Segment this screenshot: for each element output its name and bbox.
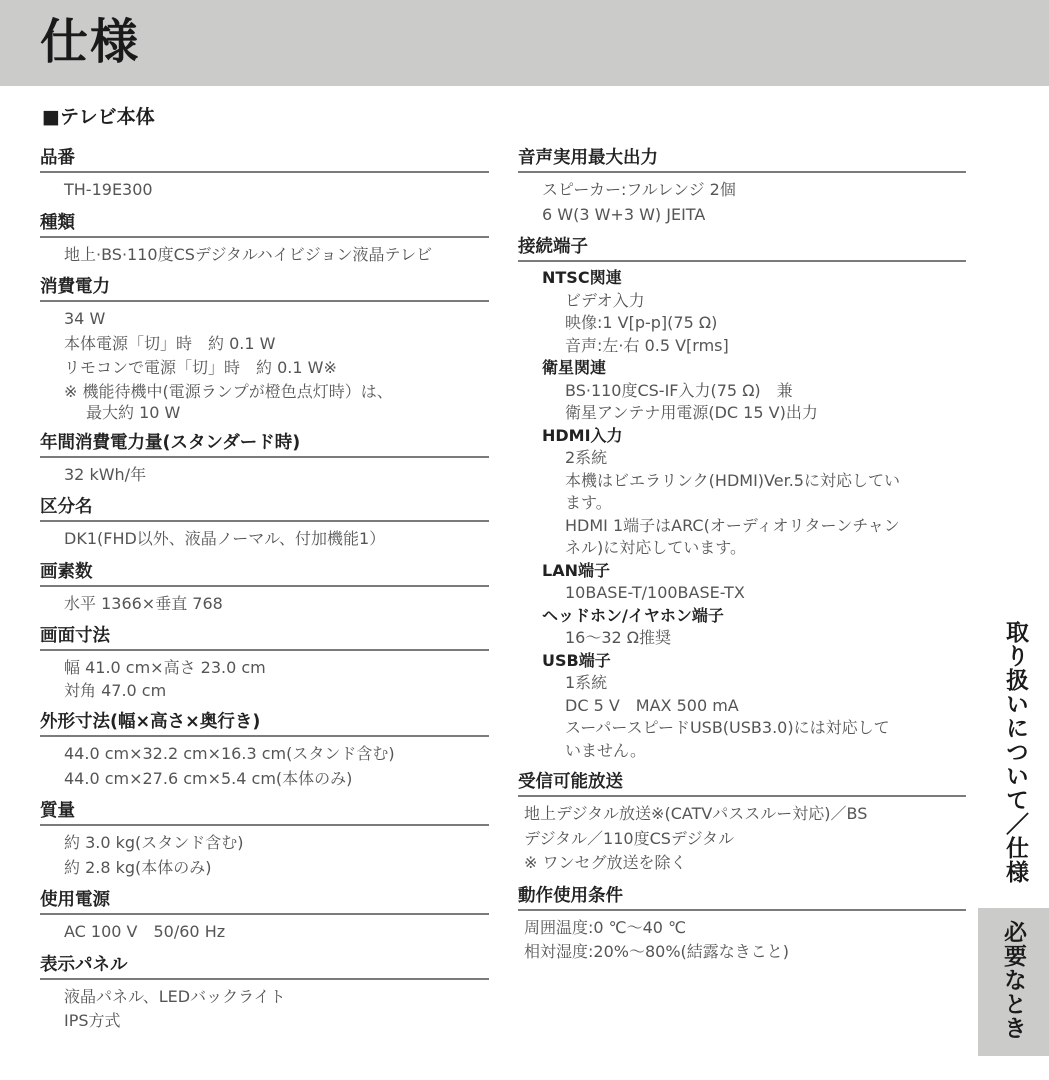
spec-value: 1系統 (565, 673, 608, 692)
spec-value: 44.0 cm×27.6 cm×5.4 cm(本体のみ) (64, 768, 353, 788)
spec-value: 音声:左·右 0.5 V[rms] (565, 335, 729, 355)
spec-note: ※ ワンセグ放送を除く (524, 853, 687, 872)
spec-value: 約 3.0 kg(スタンド含む) (64, 833, 244, 852)
spec-mass (40, 799, 489, 880)
spec-model (40, 146, 489, 203)
spec-category-name (40, 495, 489, 552)
spec-heading: 年間消費電力量(スタンダード時) (40, 431, 489, 458)
spec-value: 地上デジタル放送※(CATVパススルー対応)／BS (524, 804, 868, 823)
spec-value: デジタル／110度CSデジタル (524, 828, 734, 848)
spec-display-panel (40, 953, 489, 1034)
spec-pixels (40, 560, 489, 617)
side-tab-other-section (978, 908, 1049, 1056)
spec-value: 映像:1 V[p-p](75 Ω) (565, 313, 718, 332)
spec-value: 水平 1366×垂直 768 (64, 593, 223, 613)
spec-heading: 消費電力 (40, 275, 489, 302)
subgroup-headphone: ヘッドホン/イヤホン端子 (542, 605, 724, 625)
spec-heading: 表示パネル (40, 953, 489, 980)
spec-value: 相対湿度:20%～80%(結露なきこと) (524, 942, 790, 961)
section-label: ■テレビ本体 (42, 106, 155, 128)
spec-value: いません。 (565, 740, 646, 760)
spec-audio-output (518, 146, 966, 227)
spec-heading: 画面寸法 (40, 624, 489, 651)
page-title: 仕様 (40, 14, 141, 70)
spec-value: 2系統 (565, 448, 608, 467)
spec-value: 対角 47.0 cm (64, 681, 167, 700)
side-tab-current-section: 取り扱いについて／仕様 (1002, 620, 1028, 884)
spec-annual-power (40, 431, 489, 488)
spec-operating-conditions (518, 884, 966, 965)
right-column (518, 146, 966, 965)
spec-value: ビデオ入力 (565, 290, 645, 310)
spec-value: ます。 (565, 493, 612, 512)
header-band (0, 0, 1049, 86)
spec-heading: 使用電源 (40, 888, 489, 915)
spec-terminals (518, 235, 966, 762)
spec-value: 本機はビエラリンク(HDMI)Ver.5に対応してい (565, 470, 900, 490)
spec-value: BS·110度CS-IF入力(75 Ω) 兼 (565, 380, 793, 400)
spec-receivable-broadcasts (518, 770, 966, 876)
subgroup-ntsc: NTSC関連 (542, 268, 622, 287)
spec-heading: 受信可能放送 (518, 770, 966, 797)
spec-heading: 画素数 (40, 560, 489, 587)
spec-type (40, 211, 489, 268)
subgroup-usb: USB端子 (542, 650, 611, 670)
spec-heading: 動作使用条件 (518, 884, 966, 911)
spec-note: 最大約 10 W (86, 402, 181, 422)
spec-value: 衛星アンテナ用電源(DC 15 V)出力 (565, 403, 818, 422)
spec-value: 幅 41.0 cm×高さ 23.0 cm (64, 658, 266, 677)
spec-note: ※ 機能待機中(電源ランプが橙色点灯時）は、 (64, 381, 393, 401)
spec-value: 6 W(3 W+3 W) JEITA (542, 204, 706, 224)
subgroup-satellite: 衛星関連 (542, 358, 607, 377)
spec-value: DC 5 V MAX 500 mA (565, 695, 739, 715)
spec-heading: 音声実用最大出力 (518, 146, 966, 173)
spec-value: ネル)に対応しています。 (565, 538, 746, 557)
spec-value: IPS方式 (64, 1011, 121, 1030)
spec-heading: 接続端子 (518, 235, 966, 262)
spec-value: スピーカー:フルレンジ 2個 (542, 180, 736, 199)
spec-heading: 質量 (40, 799, 489, 826)
spec-value: HDMI 1端子はARC(オーディオリターンチャン (565, 515, 900, 535)
spec-screen-size (40, 624, 489, 702)
spec-heading: 外形寸法(幅×高さ×奥行き) (40, 710, 489, 737)
spec-value: 本体電源「切」時 約 0.1 W (64, 333, 276, 353)
spec-value: 10BASE-T/100BASE-TX (565, 583, 745, 602)
spec-power-consumption (40, 275, 489, 423)
subgroup-lan: LAN端子 (542, 560, 610, 580)
spec-heading: 品番 (40, 146, 489, 173)
spec-value: 44.0 cm×32.2 cm×16.3 cm(スタンド含む) (64, 744, 395, 763)
spec-value: 約 2.8 kg(本体のみ) (64, 857, 212, 877)
spec-value: スーパースピードUSB(USB3.0)には対応して (565, 718, 890, 737)
spec-value: 液晶パネル、LEDバックライト (64, 986, 286, 1006)
left-column (40, 146, 489, 1034)
spec-value: 地上·BS·110度CSデジタルハイビジョン液晶テレビ (64, 244, 433, 264)
spec-value: TH-19E300 (64, 180, 153, 199)
spec-value: AC 100 V 50/60 Hz (64, 922, 226, 941)
side-tab-label: 必要なとき (1000, 920, 1026, 1040)
spec-heading: 種類 (40, 211, 489, 238)
spec-heading: 区分名 (40, 495, 489, 522)
spec-value: 周囲温度:0 ℃～40 ℃ (524, 917, 687, 937)
spec-value: 16～32 Ω推奨 (565, 628, 672, 647)
spec-power-source (40, 888, 489, 945)
spec-value: 34 W (64, 309, 106, 328)
spec-value: リモコンで電源「切」時 約 0.1 W※ (64, 358, 337, 377)
spec-dimensions (40, 710, 489, 791)
spec-value: 32 kWh/年 (64, 464, 147, 484)
subgroup-hdmi: HDMI入力 (542, 425, 623, 445)
spec-value: DK1(FHD以外、液晶ノーマル、付加機能1） (64, 529, 386, 548)
